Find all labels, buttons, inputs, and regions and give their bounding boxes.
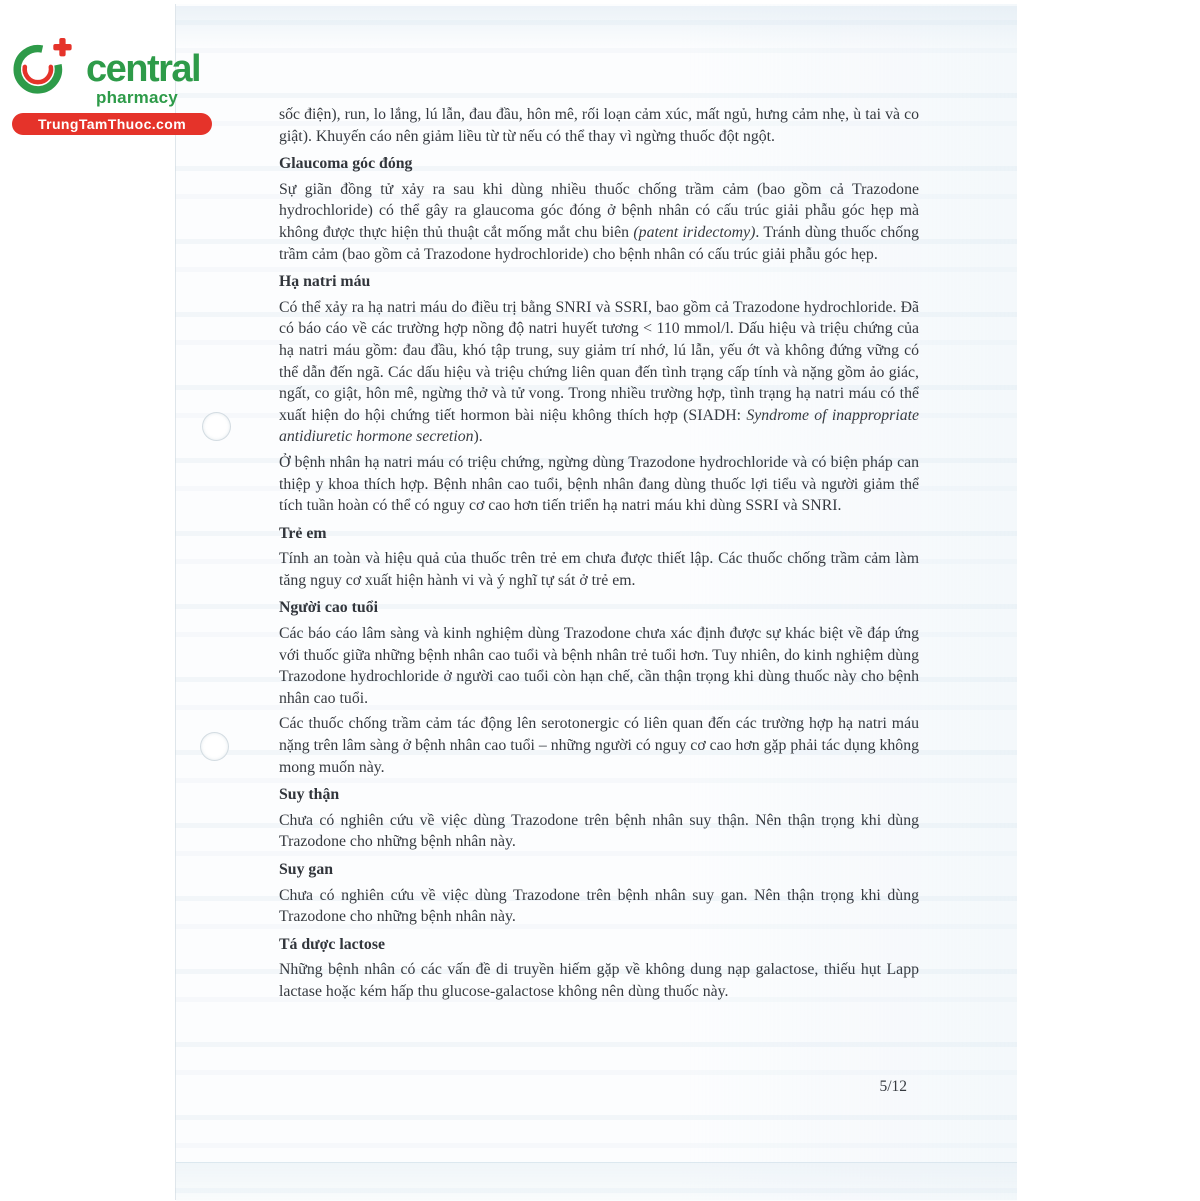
paragraph: Những bệnh nhân có các vấn đề di truyền hiếm gặp về không dung nạp galactose, thiếu hụt Lapp lactase hoặc kém hấp thu glucose-galactose không nên dùng thuốc này.: [279, 961, 919, 1000]
section-heading: Suy thận: [279, 786, 340, 804]
logo-wordmark-sub: pharmacy: [96, 88, 178, 107]
section-heading: Glaucoma góc đóng: [279, 155, 413, 173]
central-pharmacy-logo: [0, 0, 250, 190]
section-heading: Trẻ em: [279, 524, 327, 542]
paragraph: Các báo cáo lâm sàng và kinh nghiệm dùng Trazodone chưa xác định được sự khác biệt về đáp ứng với thuốc giữa những bệnh nhân cao tuổi và bệnh nhân trẻ tuổi hơn. Tuy nhiên, do kinh nghiệm dùng Trazodone hydrochloride ở người cao tuổi còn hạn chế, cần thận trọng khi dùng thuốc này cho bệnh nhân cao tuổi.: [279, 625, 919, 707]
section-heading: Người cao tuổi: [279, 599, 378, 617]
section-heading: Hạ natri máu: [279, 273, 371, 291]
paragraph: sốc điện), run, lo lắng, lú lẫn, đau đầu, hôn mê, rối loạn cảm xúc, mất ngủ, hưng cảm nhẹ, ù tai và co giật). Khuyến cáo nên giảm liều từ từ nếu có thể thay vì ngừng thuốc đột ngột.: [279, 106, 919, 145]
scanned-page: [175, 4, 1017, 1200]
paragraph: Sự giãn đồng tử xảy ra sau khi dùng nhiều thuốc chống trầm cảm (bao gồm cả Trazodone hydrochloride) có thể gây ra glaucoma góc đóng ở bệnh nhân có cấu trúc giải phẫu góc hẹp mà không được thực hiện thủ thuật cắt mống mắt chu biên (patent iridectomy). Tránh dùng thuốc chống trầm cảm (bao gồm cả Trazodone hydrochloride) cho bệnh nhân có cấu trúc giải phẫu góc hẹp.: [279, 180, 919, 263]
document-body: [279, 100, 919, 1007]
paragraph: Chưa có nghiên cứu về việc dùng Trazodone trên bệnh nhân suy thận. Nên thận trọng khi dùng Trazodone cho những bệnh nhân này.: [279, 811, 919, 851]
punch-hole: [202, 412, 231, 441]
section-heading: Tá dược lactose: [279, 935, 385, 953]
paragraph: Ở bệnh nhân hạ natri máu có triệu chứng, ngừng dùng Trazodone hydrochloride và có biện pháp can thiệp y khoa thích hợp. Bệnh nhân cao tuổi, bệnh nhân đang dùng thuốc lợi tiểu và người giảm thể tích tuần hoàn có thể có nguy cơ cao hơn tiến triển hạ natri máu khi dùng SSRI và SNRI.: [279, 453, 919, 515]
plus-icon: [53, 38, 71, 56]
paragraph: Tính an toàn và hiệu quả của thuốc trên trẻ em chưa được thiết lập. Các thuốc chống trầm cảm làm tăng nguy cơ xuất hiện hành vi và ý nghĩ tự sát ở trẻ em.: [279, 550, 919, 589]
logo-website-badge: TrungTamThuoc.com: [12, 113, 212, 135]
logo-wordmark: central: [86, 48, 201, 90]
punch-hole: [200, 732, 229, 761]
paragraph: Chưa có nghiên cứu về việc dùng Trazodone trên bệnh nhân suy gan. Nên thận trọng khi dùng Trazodone cho những bệnh nhân này.: [279, 886, 919, 926]
page-number: 5/12: [879, 1078, 907, 1095]
scan-streak-band-top: [176, 6, 1017, 48]
paragraph: Có thể xảy ra hạ natri máu do điều trị bằng SNRI và SSRI, bao gồm cả Trazodone hydrochloride. Đã có báo cáo về các trường hợp nồng độ natri huyết tương < 110 mmol/l. Dấu hiệu và triệu chứng của hạ natri máu gồm: đau đầu, khó tập trung, suy giảm trí nhớ, lú lẫn, yếu ớt và không đứng vững có thể dẫn đến ngã. Các dấu hiệu và triệu chứng liên quan đến tình trạng cấp tính và nặng gồm ảo giác, ngất, co giật, hôn mê, ngừng thở và tử vong. Trong nhiều trường hợp, tình trạng hạ natri máu có thể xuất hiện do hội chứng tiết hormon bài niệu không thích hợp (SIADH: Syndrome of inappropriate antidiuretic hormone secretion).: [279, 298, 920, 446]
section-heading: Suy gan: [279, 861, 334, 878]
central-pharmacy-logo-icon: [12, 36, 78, 99]
scan-streak-band-bottom: [176, 1162, 1017, 1201]
paragraph: Các thuốc chống trầm cảm tác động lên serotonergic có liên quan đến các trường hợp hạ natri máu nặng trên lâm sàng ở bệnh nhân cao tuổi – những người có nguy cơ cao hơn gặp phải tác dụng không mong muốn này.: [279, 715, 919, 776]
